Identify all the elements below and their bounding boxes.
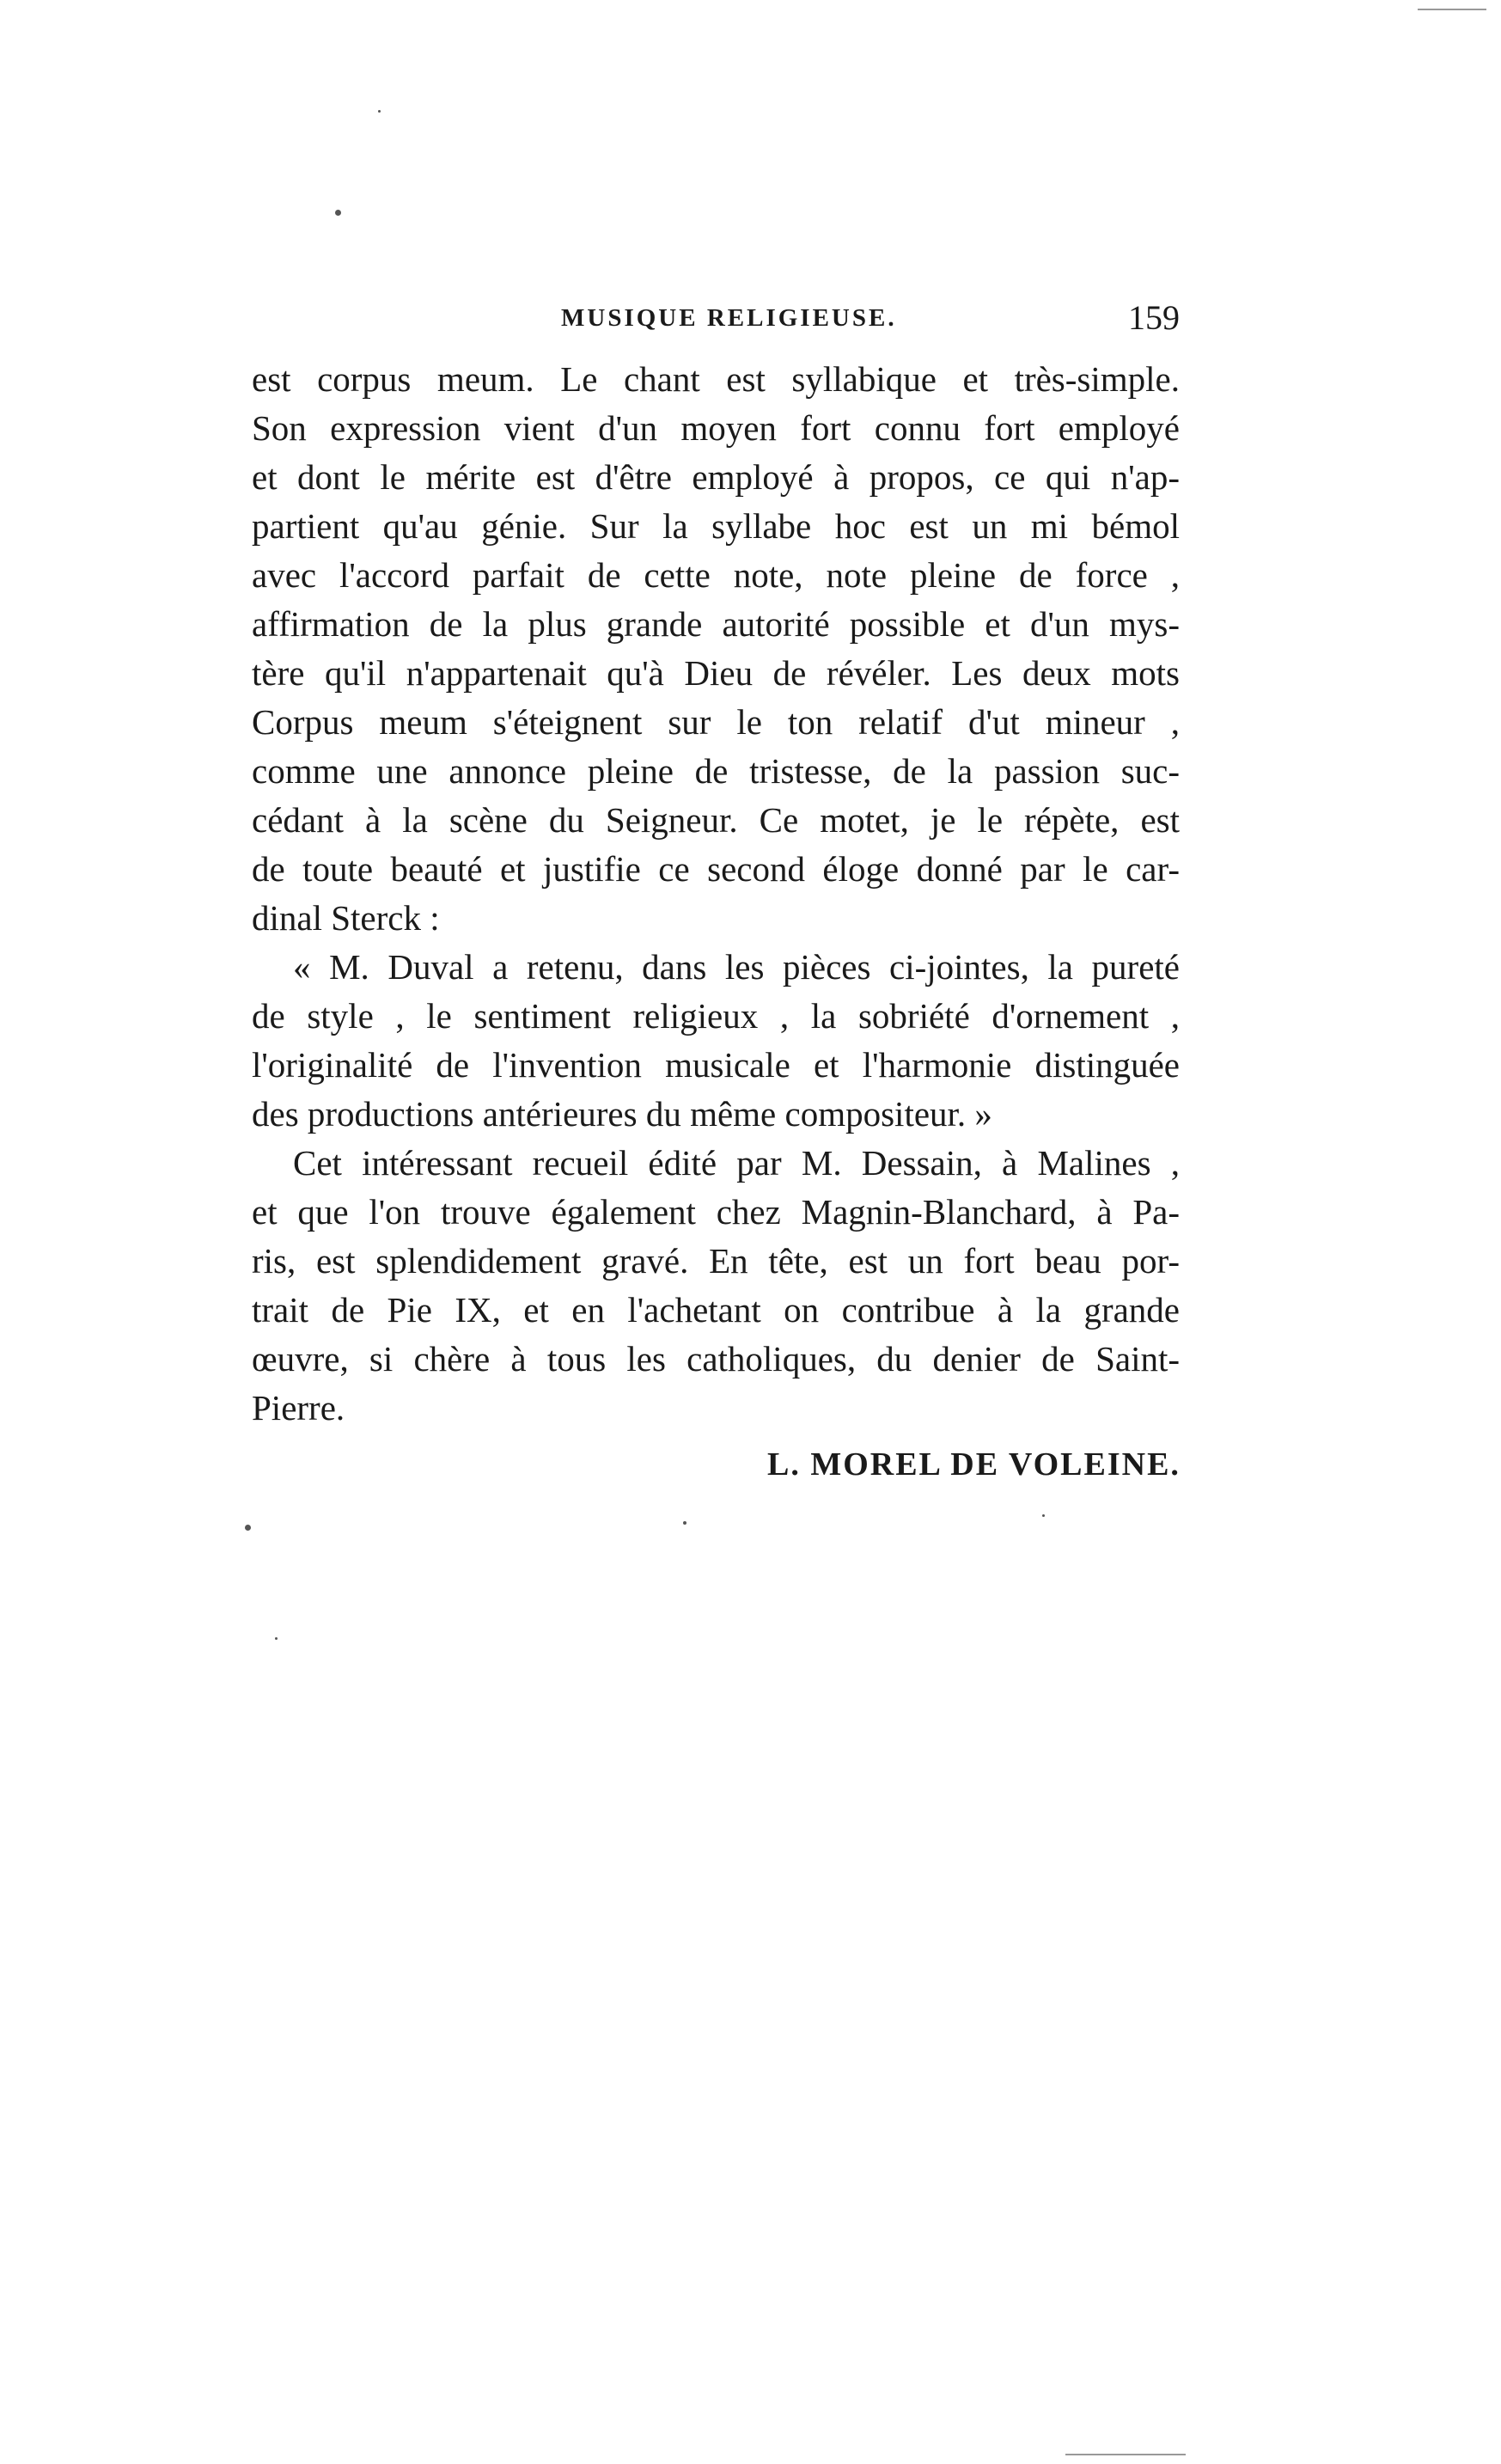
quote-line: « M. Duval a retenu, dans les pièces ci-jointes, la pureté — [293, 947, 1180, 987]
scan-speck — [245, 1525, 251, 1531]
scan-speck — [1042, 1514, 1045, 1517]
text-line: et que l'on trouve également chez Magnin-Blanchard, à Pa- — [252, 1192, 1180, 1232]
quote-line: des productions antérieures du même compositeur. » — [252, 1094, 992, 1134]
text-line: partient qu'au génie. Sur la syllabe hoc est un mi bémol — [252, 506, 1180, 546]
quote-line: de style , le sentiment religieux , la sobriété d'ornement , — [252, 996, 1180, 1036]
text-line: Corpus meum s'éteignent sur le ton relatif d'ut mineur , — [252, 702, 1180, 742]
running-head — [252, 298, 1180, 344]
scan-speck — [378, 110, 381, 113]
text-line: et dont le mérite est d'être employé à propos, ce qui n'ap- — [252, 457, 1180, 497]
scan-rule — [1065, 2454, 1186, 2455]
text-line: Cet intéressant recueil édité par M. Dessain, à Malines , — [293, 1143, 1180, 1183]
text-line: ris, est splendidement gravé. En tête, est un fort beau por- — [252, 1241, 1180, 1281]
text-line: cédant à la scène du Seigneur. Ce motet, je le répète, est — [252, 800, 1180, 840]
text-line: affirmation de la plus grande autorité possible et d'un mys- — [252, 604, 1180, 644]
text-line: de toute beauté et justifie ce second éloge donné par le car- — [252, 849, 1180, 889]
scan-speck — [683, 1521, 686, 1525]
scan-speck — [275, 1637, 278, 1640]
text-line: dinal Sterck : — [252, 898, 440, 938]
text-line: Son expression vient d'un moyen fort connu fort employé — [252, 408, 1180, 448]
text-line: Pierre. — [252, 1388, 345, 1428]
text-line: tère qu'il n'appartenait qu'à Dieu de révéler. Les deux mots — [252, 653, 1180, 693]
running-title: MUSIQUE RELIGIEUSE. — [561, 304, 897, 332]
body-text — [252, 355, 1180, 1433]
text-line: œuvre, si chère à tous les catholiques, du denier de Saint- — [252, 1339, 1180, 1379]
text-line: avec l'accord parfait de cette note, note pleine de force , — [252, 555, 1180, 595]
text-line: est corpus meum. Le chant est syllabique et très-simple. — [252, 359, 1180, 399]
quote-line: l'originalité de l'invention musicale et l'harmonie distinguée — [252, 1045, 1180, 1085]
scan-rule — [1418, 9, 1486, 10]
signature: L. MOREL DE VOLEINE. — [767, 1446, 1181, 1483]
text-line: trait de Pie IX, et en l'achetant on contribue à la grande — [252, 1290, 1180, 1330]
scan-speck — [335, 210, 341, 216]
page-number: 159 — [1128, 298, 1180, 337]
text-line: comme une annonce pleine de tristesse, de la passion suc- — [252, 751, 1180, 791]
